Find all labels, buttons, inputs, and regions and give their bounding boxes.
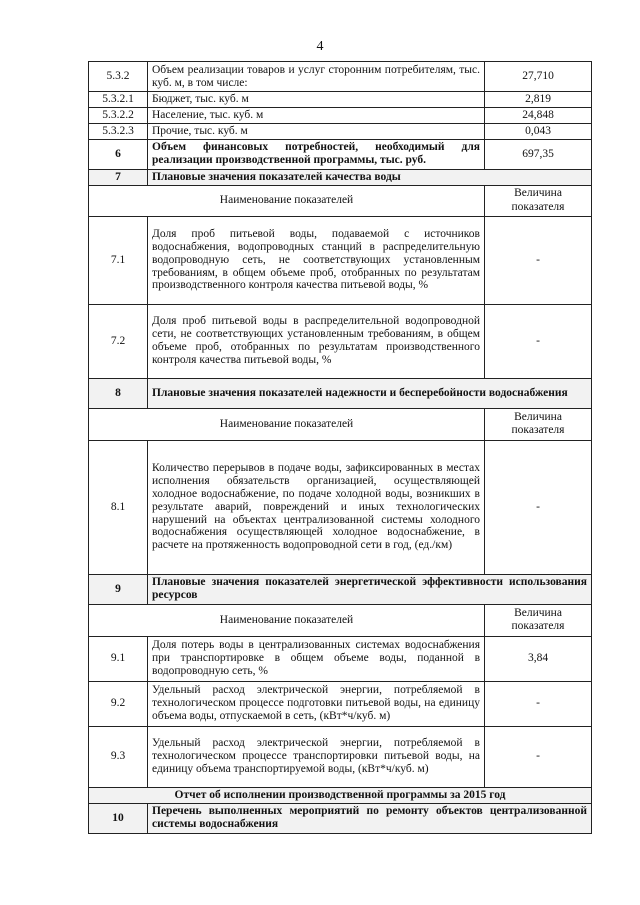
section-row xyxy=(89,574,592,604)
column-header-name: Наименование показателей xyxy=(89,604,485,636)
row-description: Количество перерывов в подаче воды, зафиксированных в местах исполнения обязательств организацией, осуществляющей холодное водоснабжение, по подаче холодной воды, возникших в результате аварий, повреждений и иных технологических нарушений на объектах централизованной системы холодного водоснабжения осуществляющей холодное водоснабжение, в расчете на протяженность водопроводной сети в год, (ед./км) xyxy=(148,440,485,574)
table-row xyxy=(89,139,592,169)
section-title: Плановые значения показателей энергетической эффективности использования ресурсов xyxy=(148,574,592,604)
row-value: - xyxy=(485,216,592,304)
row-number: 8.1 xyxy=(89,440,148,574)
table-row xyxy=(89,123,592,139)
row-number: 5.3.2.3 xyxy=(89,123,148,139)
section-number: 8 xyxy=(89,378,148,408)
section-row xyxy=(89,378,592,408)
column-header-value: Величина показателя xyxy=(485,408,592,440)
row-description: Доля проб питьевой воды, подаваемой с источников водоснабжения, водопроводных станций в распределительную водопроводную сеть, не соответствующих установленным требованиям, в общем объеме проб, отобранных по результатам производственного контроля качества питьевой воды, % xyxy=(148,216,485,304)
column-header-value: Величина показателя xyxy=(485,604,592,636)
section-number: 7 xyxy=(89,169,148,185)
column-header-row xyxy=(89,604,592,636)
section-number: 10 xyxy=(89,803,148,833)
row-value: - xyxy=(485,304,592,378)
row-description: Удельный расход электрической энергии, потребляемой в технологическом процессе транспортировки питьевой воды, на единицу объема транспортируемой воды, (кВт*ч/куб. м) xyxy=(148,726,485,787)
row-description: Бюджет, тыс. куб. м xyxy=(148,92,485,108)
table-row xyxy=(89,304,592,378)
row-value: 697,35 xyxy=(485,139,592,169)
row-value: 0,043 xyxy=(485,123,592,139)
row-number: 5.3.2.2 xyxy=(89,107,148,123)
row-description: Объем реализации товаров и услуг сторонним потребителям, тыс. куб. м, в том числе: xyxy=(148,62,485,92)
row-value: - xyxy=(485,440,592,574)
row-number: 7.2 xyxy=(89,304,148,378)
table-row xyxy=(89,107,592,123)
row-description: Доля потерь воды в централизованных системах водоснабжения при транспортировке в общем объеме воды, поданной в водопроводную сеть, % xyxy=(148,636,485,681)
table-row xyxy=(89,62,592,92)
row-value: - xyxy=(485,681,592,726)
row-description: Доля проб питьевой воды в распределительной водопроводной сети, не соответствующих установленным требованиям, в общем объеме проб, отобранных по результатам производственного контроля качества питьевой воды, % xyxy=(148,304,485,378)
section-row xyxy=(89,169,592,185)
row-number: 5.3.2.1 xyxy=(89,92,148,108)
section-number: 9 xyxy=(89,574,148,604)
column-header-value: Величина показателя xyxy=(485,185,592,216)
column-header-name: Наименование показателей xyxy=(89,408,485,440)
report-header-row xyxy=(89,787,592,803)
row-description: Население, тыс. куб. м xyxy=(148,107,485,123)
row-value: 2,819 xyxy=(485,92,592,108)
column-header-row xyxy=(89,408,592,440)
table-row xyxy=(89,216,592,304)
row-description: Объем финансовых потребностей, необходимый для реализации производственной программы, тыс. руб. xyxy=(148,139,485,169)
row-number: 9.3 xyxy=(89,726,148,787)
row-value: 27,710 xyxy=(485,62,592,92)
column-header-row xyxy=(89,185,592,216)
row-value: - xyxy=(485,726,592,787)
section-row xyxy=(89,803,592,833)
section-title: Плановые значения показателей надежности и бесперебойности водоснабжения xyxy=(148,378,592,408)
report-header: Отчет об исполнении производственной программы за 2015 год xyxy=(89,787,592,803)
table-row xyxy=(89,92,592,108)
row-number: 5.3.2 xyxy=(89,62,148,92)
row-number: 9.2 xyxy=(89,681,148,726)
row-number: 7.1 xyxy=(89,216,148,304)
row-description: Прочие, тыс. куб. м xyxy=(148,123,485,139)
section-title: Перечень выполненных мероприятий по ремонту объектов централизованной системы водоснабжения xyxy=(148,803,592,833)
column-header-name: Наименование показателей xyxy=(89,185,485,216)
row-number: 6 xyxy=(89,139,148,169)
table-row xyxy=(89,440,592,574)
row-description: Удельный расход электрической энергии, потребляемой в технологическом процессе подготовки питьевой воды, на единицу объема воды, отпускаемой в сеть, (кВт*ч/куб. м) xyxy=(148,681,485,726)
table-row xyxy=(89,681,592,726)
table-row xyxy=(89,636,592,681)
table-row xyxy=(89,726,592,787)
row-value: 24,848 xyxy=(485,107,592,123)
row-number: 9.1 xyxy=(89,636,148,681)
row-value: 3,84 xyxy=(485,636,592,681)
section-title: Плановые значения показателей качества воды xyxy=(148,169,592,185)
program-table xyxy=(88,61,592,834)
page-number: 4 xyxy=(316,39,324,54)
